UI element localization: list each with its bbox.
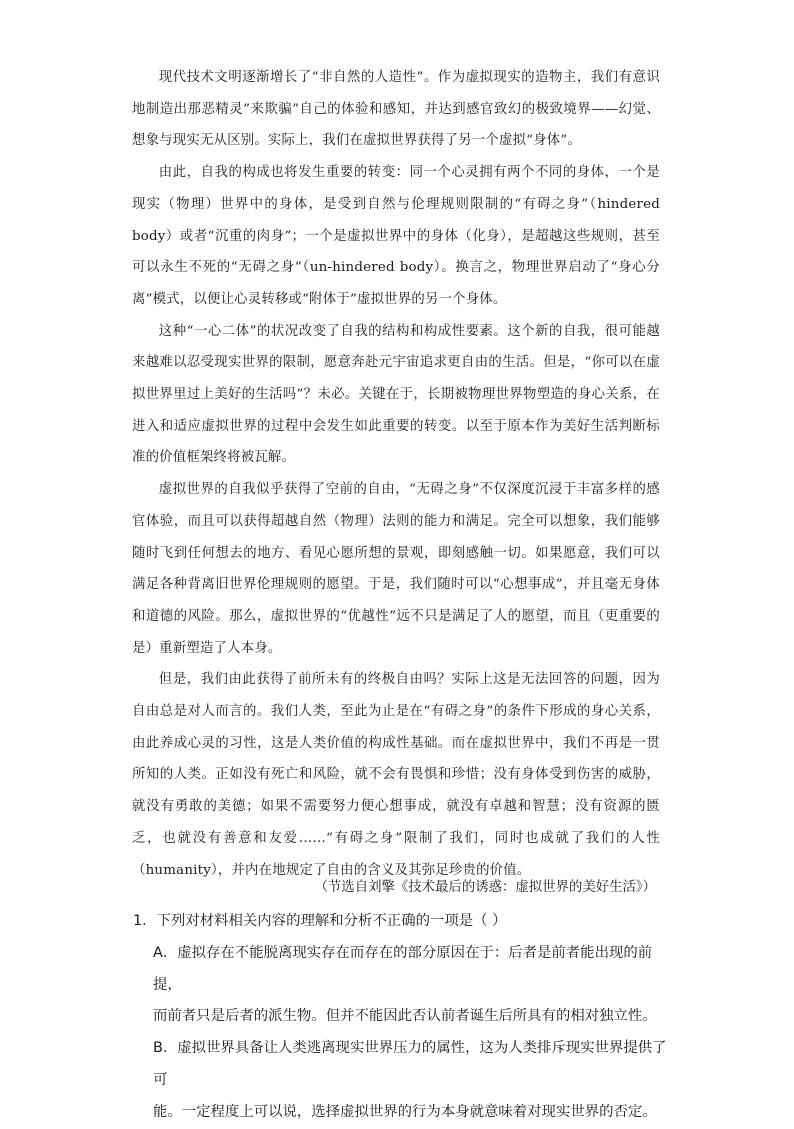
passage-paragraph-5: 但是，我们由此获得了前所未有的终极自由吗？实际上这是无法回答的问题，因为自由总是对人而言的。我们人类，至此为止是在“有碍之身”的条件下形成的身心关系，由此养成心灵的习性，这是人类价值的构成性基础。而在虚拟世界中，我们不再是一贯所知的人类。正如没有死亡和风险，就不会有畏惧和珍惜；没有身体受到伤害的威胁，就没有勇敢的美德；如果不需要努力便心想事成，就没有卓越和智慧；没有资源的匮乏，也就没有善意和友爱……“有碍之身”限制了我们，同时也成就了我们的人性（humanity），并内在地规定了自由的含义及其弥足珍贵的价值。: [132, 672, 660, 878]
passage-paragraph-1: 现代技术文明逐渐增长了“非自然的人造性”。作为虚拟现实的造物主，我们有意识地制造出那恶精灵”来欺骗”自己的体验和感知，并达到感官致幻的极致境界——幻觉、想象与现实无从区别。实际上，我们在虚拟世界获得了另一个虚拟“身体”。: [132, 70, 660, 149]
option-b-line-2: 能。一定程度上可以说，选择虚拟世界的行为本身就意味着对现实世界的否定。: [153, 1103, 657, 1120]
reading-passage: [132, 62, 660, 886]
passage-paragraph-2: 由此，自我的构成也将发生重要的转变：同一个心灵拥有两个不同的身体，一个是现实（物理）世界中的身体，是受到自然与伦理规则限制的“有碍之身”（hindered body）或者“沉重的肉身”；一个是虚拟世界中的身体（化身），是超越这些规则，甚至可以永生不死的“无碍之身”（un-hindered body）。换言之，物理世界启动了“身心分离”模式，以便让心灵转移或“附体于”虚拟世界的另一个身体。: [132, 165, 660, 307]
question-stem: 1．下列对材料相关内容的理解和分析不正确的一项是（ ）: [133, 913, 507, 929]
passage-paragraph-4: 虚拟世界的自我似乎获得了空前的自由，“无碍之身”不仅深度沉浸于丰富多样的感官体验，而且可以获得超越自然（物理）法则的能力和满足。完全可以想象，我们能够随时飞到任何想去的地方、看见心愿所想的景观，即刻感触一切。如果愿意，我们可以满足各种背离旧世界伦理规则的愿望。于是，我们随时可以“心想事成”，并且毫无身体和道德的风险。那么，虚拟世界的“优越性”远不只是满足了人的愿望，而且（更重要的是）重新塑造了人本身。: [132, 482, 660, 656]
passage-paragraph-3: 这种“一心二体”的状况改变了自我的结构和构成性要素。这个新的自我，很可能越来越难以忍受现实世界的限制，愿意奔赴元宇宙追求更自由的生活。但是，“你可以在虚拟世界里过上美好的生活吗”？未必。关键在于，长期被物理世界物塑造的身心关系，在进入和适应虚拟世界的过程中会发生如此重要的转变。以至于原本作为美好生活判断标准的价值框架终将被瓦解。: [132, 323, 660, 466]
option-b-line-1: B．虚拟世界具备让人类逃离现实世界压力的属性，这为人类排斥现实世界提供了可: [153, 1040, 667, 1088]
question-1: [133, 906, 673, 1129]
passage-source: （节选自刘擎《技术最后的诱惑：虚拟世界的美好生活》）: [314, 880, 656, 895]
option-a-line-2: 而前者只是后者的派生物。但并不能因此否认前者诞生后所具有的相对独立性。: [153, 1008, 657, 1025]
option-a-line-1: A．虚拟存在不能脱离现实存在而存在的部分原因在于：后者是前者能出现的前提，: [153, 944, 653, 993]
